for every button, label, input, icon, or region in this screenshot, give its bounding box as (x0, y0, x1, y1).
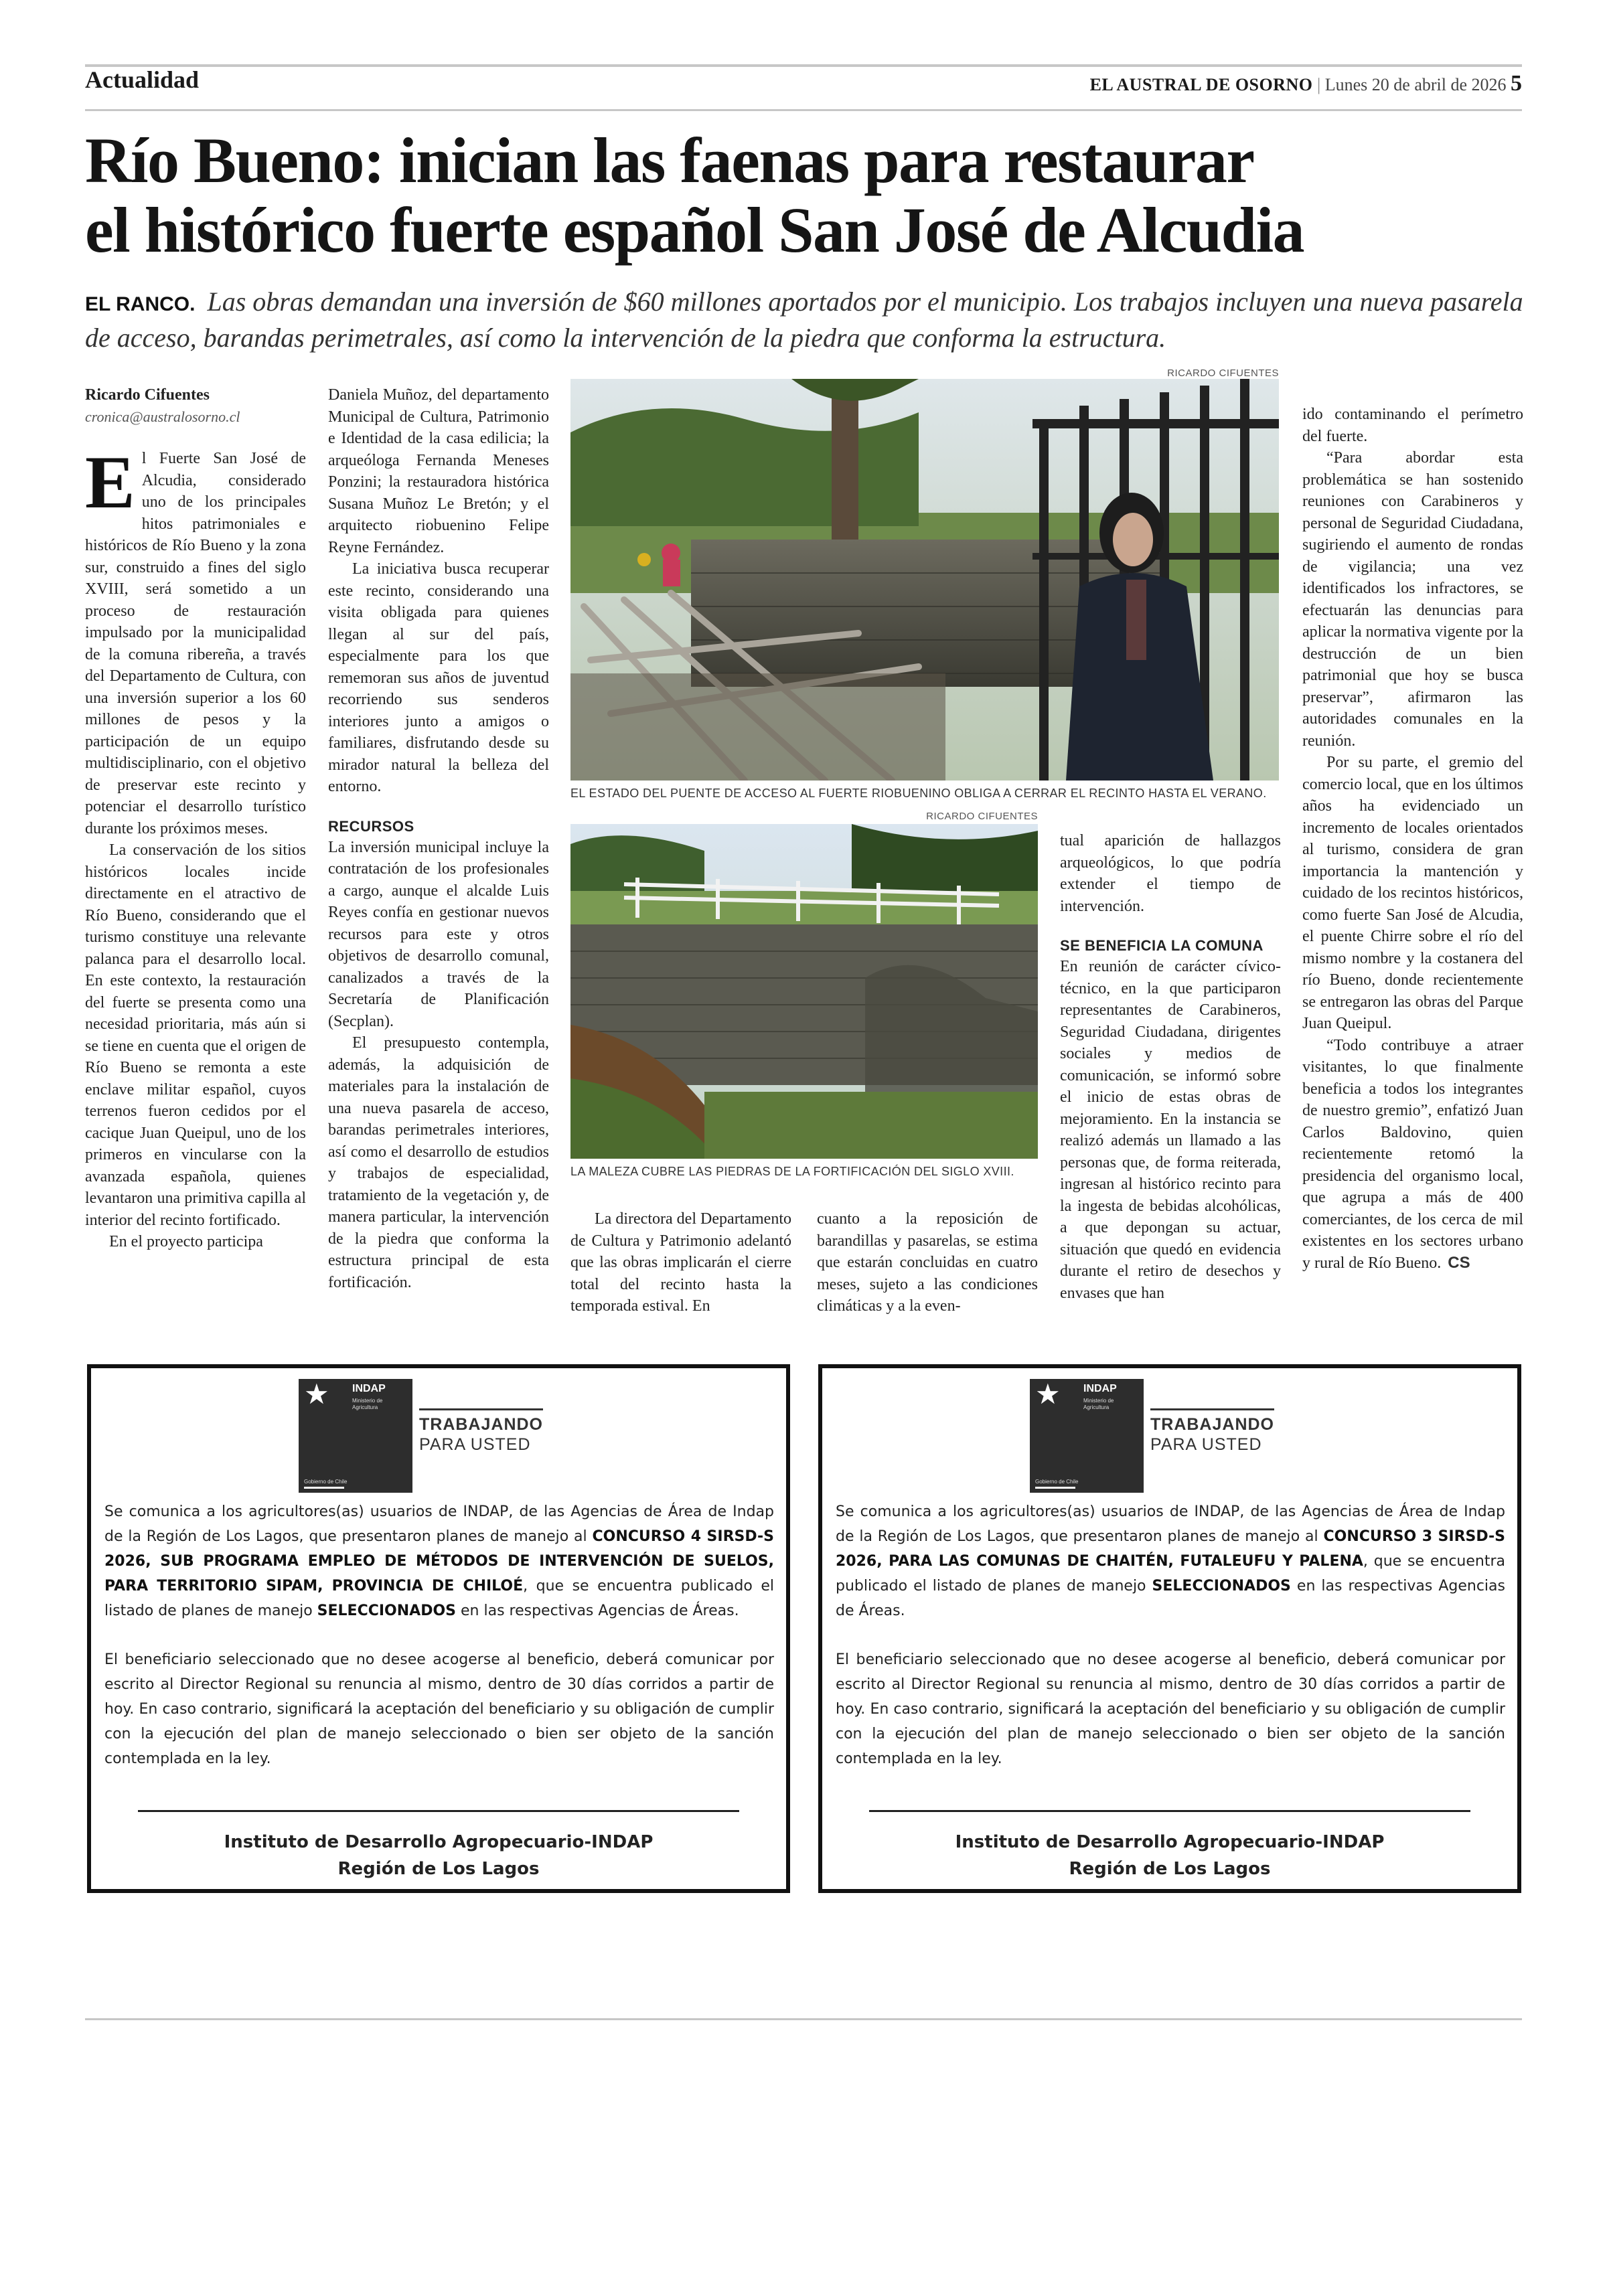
logo-subtitle: Ministerio de Agricultura (352, 1398, 383, 1410)
article-column-3 (570, 1208, 791, 1317)
body-paragraph-text: “Todo contribuye a atraer visitantes, lo que finalmente beneficia a todos los integrantes de nuestro gremio”, enfatizó Juan Carlos Baldovino, quien recientemente retomó la presidencia del organismo local, que agrupa a más de 400 comerciantes, de los cerca de mil existentes en los sectores urbano y rural de Río Bueno. (1302, 1036, 1523, 1272)
body-paragraph: En el proyecto participa (109, 1233, 263, 1250)
section-label: Actualidad (85, 66, 200, 93)
author-name: Ricardo Cifuentes (85, 386, 210, 404)
indap-notice-1 (87, 1364, 790, 1893)
article-column-5 (1060, 830, 1281, 1304)
notice-footer-line-1: Instituto de Desarrollo Agropecuario-INDAP (224, 1832, 654, 1852)
drop-cap: E (85, 441, 135, 524)
notice-footer-line-2: Región de Los Lagos (1069, 1859, 1271, 1879)
chile-star-icon: ★ (1035, 1378, 1061, 1410)
photo-credit: RICARDO CIFUENTES (926, 811, 1038, 822)
indap-logo (1030, 1379, 1144, 1493)
headline-line-1: Río Bueno: inician las faenas para restaurar (85, 125, 1254, 196)
logo-subtitle: Ministerio de Agricultura (1083, 1398, 1114, 1410)
article-column-6 (1302, 404, 1523, 1274)
logo-name: INDAP (1083, 1383, 1117, 1394)
article-column-2 (328, 384, 549, 1293)
notice-text: en las respectivas Agencias de Áreas. (836, 1578, 1505, 1619)
headline (85, 126, 1525, 265)
body-paragraph: Daniela Muñoz, del departamento Municipal de Cultura, Patrimonio e Identidad de la casa edilicia; la arqueóloga Fernanda Meneses Ponzini; la restauradora histórica Susana Muñoz Le Bretón; y el arquitecto riobuenino Felipe Reyne Fernández. (328, 386, 549, 556)
logo-government: Gobierno de Chile (1035, 1479, 1079, 1485)
headline-line-2: el histórico fuerte español San José de Alcudia (85, 194, 1304, 266)
notice-text: en las respectivas Agencias de Áreas. (456, 1603, 739, 1619)
slogan-line-1: TRABAJANDO (419, 1415, 543, 1434)
fort-entrance-illustration (570, 379, 1279, 781)
notice-footer (91, 1829, 786, 1882)
notice-footer (822, 1829, 1517, 1882)
notice-selected: SELECCIONADOS (1152, 1578, 1291, 1594)
notice-paragraph: El beneficiario seleccionado que no desee acogerse al beneficio, deberá comunicar por escrito al Director Regional su renuncia al mismo, dentro de 30 días corridos a partir de hoy. En caso contrario, significará la aceptación del beneficiario y su obligación de cumplir con la ejecución del plan de manejo seleccionado o bien ser objeto de la sanción contemplada en la ley. (836, 1651, 1505, 1767)
article-column-4 (817, 1208, 1038, 1317)
notice-text: Se comunica a los agricultores(as) usuarios de INDAP, de las Agencias de Área de Indap de la Región de Los Lagos, que presentaron planes de manejo al (104, 1503, 774, 1545)
logo-government: Gobierno de Chile (304, 1479, 348, 1485)
chile-star-icon: ★ (304, 1378, 329, 1410)
header-rule (85, 109, 1522, 111)
notice-contest: CONCURSO 4 SIRSD-S 2026, SUB PROGRAMA EMPLEO DE MÉTODOS DE INTERVENCIÓN DE SUELOS, PARA TERRITORIO SIPAM, PROVINCIA DE CHILOÉ (104, 1528, 775, 1594)
subhead-recursos: RECURSOS (328, 817, 414, 835)
notice-footer-line-1: Instituto de Desarrollo Agropecuario-INDAP (955, 1832, 1385, 1852)
notice-rule (138, 1810, 739, 1812)
indap-notice-2 (818, 1364, 1521, 1893)
newspaper-name: EL AUSTRAL DE OSORNO (1089, 75, 1313, 94)
photo-credit: RICARDO CIFUENTES (1167, 367, 1279, 379)
end-mark: CS (1448, 1253, 1470, 1272)
logo-bar (304, 1487, 344, 1489)
fort-entrance-photo (570, 379, 1279, 781)
body-paragraph: La directora del Departamento de Cultura y Patrimonio adelantó que las obras implicarán el cierre total del recinto hasta la temporada estival. En (570, 1210, 791, 1315)
body-paragraph: tual aparición de hallazgos arqueológicos, lo que podría extender el tiempo de intervención. (1060, 832, 1281, 915)
slogan-line-2: PARA USTED (419, 1435, 531, 1454)
notice-paragraph (836, 1499, 1505, 1623)
article-column-1 (85, 384, 306, 1253)
logo-name: INDAP (352, 1383, 386, 1394)
notice-contest: CONCURSO 3 SIRSD-S 2026, PARA LAS COMUNAS DE CHAITÉN, FUTALEUFU Y PALENA (836, 1528, 1506, 1570)
notice-selected: SELECCIONADOS (317, 1603, 457, 1619)
fort-wall-illustration (570, 824, 1038, 1159)
body-paragraph: cuanto a la reposición de barandillas y pasarelas, se estima que estarán concluidas en cuatro meses, sujeto a las condiciones climáticas y a la even- (817, 1210, 1038, 1315)
body-paragraph: La inversión municipal incluye la contratación de los profesionales a cargo, aunque el alcalde Luis Reyes confía en gestionar nuevos recursos para este y otros objetivos de desarrollo comunal, canalizados a través de la Secretaría de Planificación (Secplan). (328, 838, 549, 1030)
slogan-line-1: TRABAJANDO (1150, 1415, 1274, 1434)
slogan (419, 1408, 543, 1455)
lead-paragraph (85, 285, 1525, 355)
lead-text: Las obras demandan una inversión de $60 millones aportados por el municipio. Los trabajos incluyen una nueva pasarela de acceso, barandas perimetrales, así como la intervención de la piedra que conforma la estructura. (85, 286, 1523, 353)
notice-paragraph: El beneficiario seleccionado que no desee acogerse al beneficio, deberá comunicar por escrito al Director Regional su renuncia al mismo, dentro de 30 días corridos a partir de hoy. En caso contrario, significará la aceptación del beneficiario y su obligación de cumplir con la ejecución del plan de manejo seleccionado o bien ser objeto de la sanción contemplada en la ley. (104, 1651, 774, 1767)
body-paragraph: La iniciativa busca recuperar este recinto, considerando una visita obligada para quienes llegan al sur del país, especialmente para los que rememoran sus años de juventud recorriendo sus senderos interiores junto a amigos o familiares, disfrutando desde su mirador natural la belleza del entorno. (328, 560, 549, 795)
bottom-rule (85, 2018, 1522, 2020)
page-number: 5 (1511, 71, 1522, 96)
body-paragraph: El presupuesto contempla, además, la adquisición de materiales para la instalación de una nueva pasarela de acceso, barandas perimetrales interiores, así como el desarrollo de estudios y trabajos de especialidad, tratamiento de la vegetación y, de manera particular, la intervención de la piedra que conforma la estructura principal de esta fortificación. (328, 1034, 549, 1291)
photo-caption: LA MALEZA CUBRE LAS PIEDRAS DE LA FORTIFICACIÓN DEL SIGLO XVIII. (570, 1165, 1014, 1178)
kicker: EL RANCO. (85, 293, 196, 315)
body-paragraph: En reunión de carácter cívico-técnico, en la que participaron representantes de Carabineros, Seguridad Ciudadana, dirigentes sociales y medios de comunicación, se informó sobre el inicio de estas obras de mejoramiento. En la instancia se realizó además un llamado a las personas que, de forma reiterada, ingresan al histórico recinto para la ingesta de bebidas alcohólicas, a que depongan su actuar, situación que quedó en evidencia durante el retiro de desechos y envases que han (1060, 958, 1281, 1302)
fort-wall-photo (570, 824, 1038, 1159)
body-paragraph: ido contaminando el perímetro del fuerte. (1302, 406, 1523, 445)
notice-body (836, 1499, 1505, 1795)
notice-rule (869, 1810, 1470, 1812)
notice-body (104, 1499, 774, 1795)
author-email: cronica@australosorno.cl (85, 408, 240, 425)
top-rule (85, 64, 1522, 67)
notice-text: , que se encuentra publicado el listado de planes de manejo (836, 1553, 1506, 1594)
body-paragraph: “Para abordar esta problemática se han sostenido reuniones con Carabineros y personal de Seguridad Ciudadana, sugiriendo el aumento de rondas de vigilancia; una vez identificados los infractores, se efectuarán las denuncias para aplicar la normativa vigente por la destrucción de un bien patrimonial que hoy se busca preservar”, afirmaron las autoridades comunales en la reunión. (1302, 449, 1523, 750)
notice-footer-line-2: Región de Los Lagos (337, 1859, 540, 1879)
issue-date: Lunes 20 de abril de 2026 (1324, 75, 1507, 94)
notice-text: Se comunica a los agricultores(as) usuarios de INDAP, de las Agencias de Área de Indap de la Región de Los Lagos, que presentaron planes de manejo al (836, 1503, 1505, 1545)
body-paragraph: Por su parte, el gremio del comercio local, que en los últimos años ha evidenciado un incremento de locales orientados al turismo, considera de gran importancia la mantención y cuidado de los recintos históricos, como fuerte San José de Alcudia, el puente Chirre sobre el río del mismo nombre y la costanera del río Bueno, donde recientemente se entregaron las obras del Parque Juan Queipul. (1302, 754, 1523, 1032)
slogan (1150, 1408, 1274, 1455)
paper-info: EL AUSTRAL DE OSORNO | Lunes 20 de abril de 2026 5 (1089, 71, 1522, 96)
body-paragraph: l Fuerte San José de Alcudia, considerado uno de los principales hitos patrimoniales e históricos de Río Bueno y la zona sur, construido a fines del siglo XVIII, será sometido a un proceso de restauración impulsado por la municipalidad de la comuna ribereña, a través del Departamento de Cultura, con una inversión superior a los 60 millones de pesos y la participación de un equipo multidisciplinario, con el objetivo de preservar este recinto y potenciar el desarrollo turístico durante los próximos meses. (85, 450, 306, 837)
notice-text: , que se encuentra publicado el listado de planes de manejo (104, 1578, 774, 1619)
notice-paragraph (104, 1499, 774, 1623)
indap-logo (299, 1379, 412, 1493)
body-paragraph (1302, 1035, 1523, 1275)
logo-bar (1035, 1487, 1075, 1489)
slogan-line-2: PARA USTED (1150, 1435, 1262, 1454)
body-paragraph: La conservación de los sitios históricos locales incide directamente en el atractivo de Río Bueno, considerando que el turismo constituye una relevante palanca para el desarrollo local. En este contexto, la restauración del fuerte se presenta como una necesidad prioritaria, más aún si se tiene en cuenta que el origen de Río Bueno se remonta a este enclave militar español, cuyos terrenos fueron cedidos por el cacique Juan Queipul, uno de los primeros en vincularse con la avanzada española, quienes levantaron una primitiva capilla al interior del recinto fortificado. (85, 841, 306, 1229)
photo-caption: EL ESTADO DEL PUENTE DE ACCESO AL FUERTE RIOBUENINO OBLIGA A CERRAR EL RECINTO HASTA EL VERANO. (570, 787, 1267, 800)
subhead-beneficia: SE BENEFICIA LA COMUNA (1060, 937, 1264, 954)
